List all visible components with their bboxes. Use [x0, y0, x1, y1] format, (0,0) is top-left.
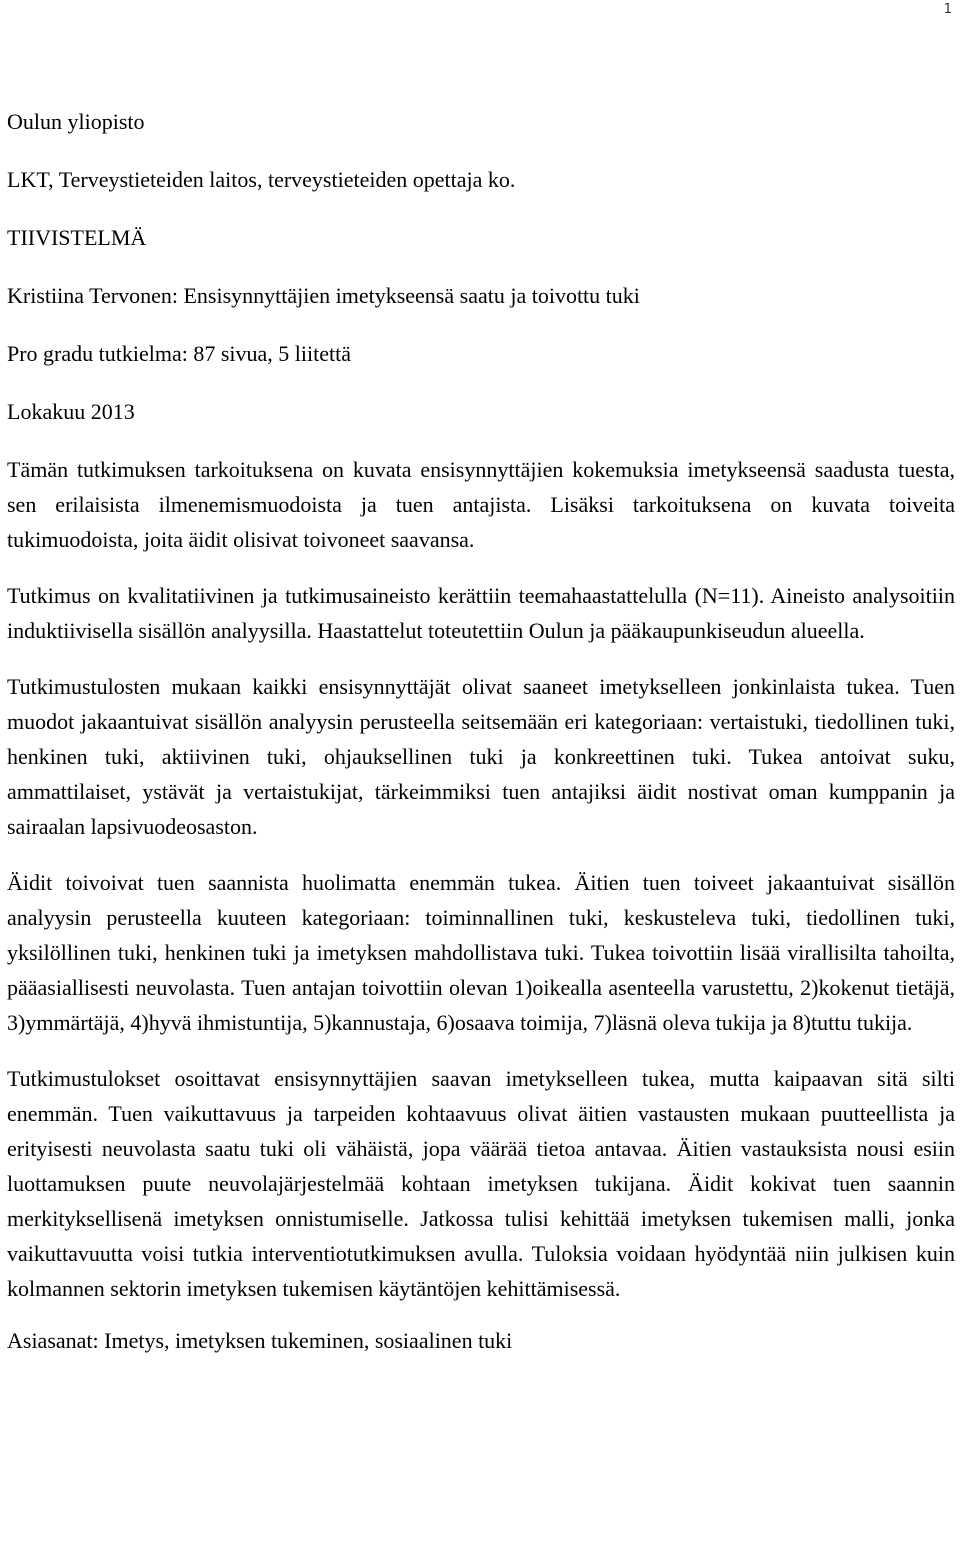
page-number: 1 — [943, 2, 952, 17]
thesis-info: Pro gradu tutkielma: 87 sivua, 5 liitettä — [7, 341, 351, 366]
university-name: Oulun yliopisto — [7, 109, 145, 134]
document-body — [7, 104, 955, 1358]
keywords-line: Asiasanat: Imetys, imetyksen tukeminen, sosiaalinen tuki — [7, 1328, 513, 1353]
author-and-title: Kristiina Tervonen: Ensisynnyttäjien imetykseensä saatu ja toivottu tuki — [7, 283, 640, 308]
paragraph-results-support: Tutkimustulosten mukaan kaikki ensisynnyttäjät olivat saaneet imetykselleen jonkinlaista tukea. Tuen muodot jakaantuivat sisällön analyysin perusteella seitsemään eri kategoriaan: vertaistuki, tiedollinen tuki, henkinen tuki, aktiivinen tuki, ohjauksellinen tuki ja konkreettinen tuki. Tukea antoivat suku, ammattilaiset, ystävät ja vertaistukijat, tärkeimmiksi tuen antajiksi äidit nostivat oman kumppanin ja sairaalan lapsivuodeosaston. — [7, 674, 955, 839]
paragraph-method: Tutkimus on kvalitatiivinen ja tutkimusaineisto kerättiin teemahaastattelulla (N=11). Aineisto analysoitiin induktiivisella sisällön analyysilla. Haastattelut toteutettiin Oulun ja pääkaupunkiseudun alueella. — [7, 583, 955, 643]
department-line: LKT, Terveystieteiden laitos, terveystieteiden opettaja ko. — [7, 167, 516, 192]
paragraph-results-wishes: Äidit toivoivat tuen saannista huolimatta enemmän tukea. Äitien tuen toiveet jakaantuivat sisällön analyysin perusteella kuuteen kategoriaan: toiminnallinen tuki, keskusteleva tuki, tiedollinen tuki, yksilöllinen tuki, henkinen tuki ja imetyksen mahdollistava tuki. Tukea toivottiin lisää virallisilta tahoilta, pääasiallisesti neuvolasta. Tuen antajan toivottiin olevan 1)oikealla asenteella varustettu, 2)kokenut tietäjä, 3)ymmärtäjä, 4)hyvä ihmistuntija, 5)kannustaja, 6)osaava toimija, 7)läsnä oleva tukija ja 8)tuttu tukija. — [7, 870, 955, 1035]
paragraph-conclusions: Tutkimustulokset osoittavat ensisynnyttäjien saavan imetykselleen tukea, mutta kaipaavan sitä silti enemmän. Tuen vaikuttavuus ja tarpeiden kohtaavuus olivat äitien vastausten mukaan puutteellista ja erityisesti neuvolasta saatu tuki oli vähäistä, jopa väärää tietoa antavaa. Äitien vastauksista nousi esiin luottamuksen puute neuvolajärjestelmää kohtaan imetyksen tukijana. Äidit kokivat tuen saannin merkityksellisenä imetyksen onnistumiselle. Jatkossa tulisi kehittää imetyksen tukemisen malli, jonka vaikuttavuutta voisi tutkia interventiotutkimuksen avulla. Tuloksia voidaan hyödyntää niin julkisen kuin kolmannen sektorin imetyksen tukemisen käytäntöjen kehittämisessä. — [7, 1066, 955, 1301]
section-title: TIIVISTELMÄ — [7, 225, 147, 250]
date-line: Lokakuu 2013 — [7, 399, 135, 424]
paragraph-purpose: Tämän tutkimuksen tarkoituksena on kuvata ensisynnyttäjien kokemuksia imetykseensä saadusta tuesta, sen erilaisista ilmenemismuodoista ja tuen antajista. Lisäksi tarkoituksena on kuvata toiveita tukimuodoista, joita äidit olisivat toivoneet saavansa. — [7, 457, 955, 552]
